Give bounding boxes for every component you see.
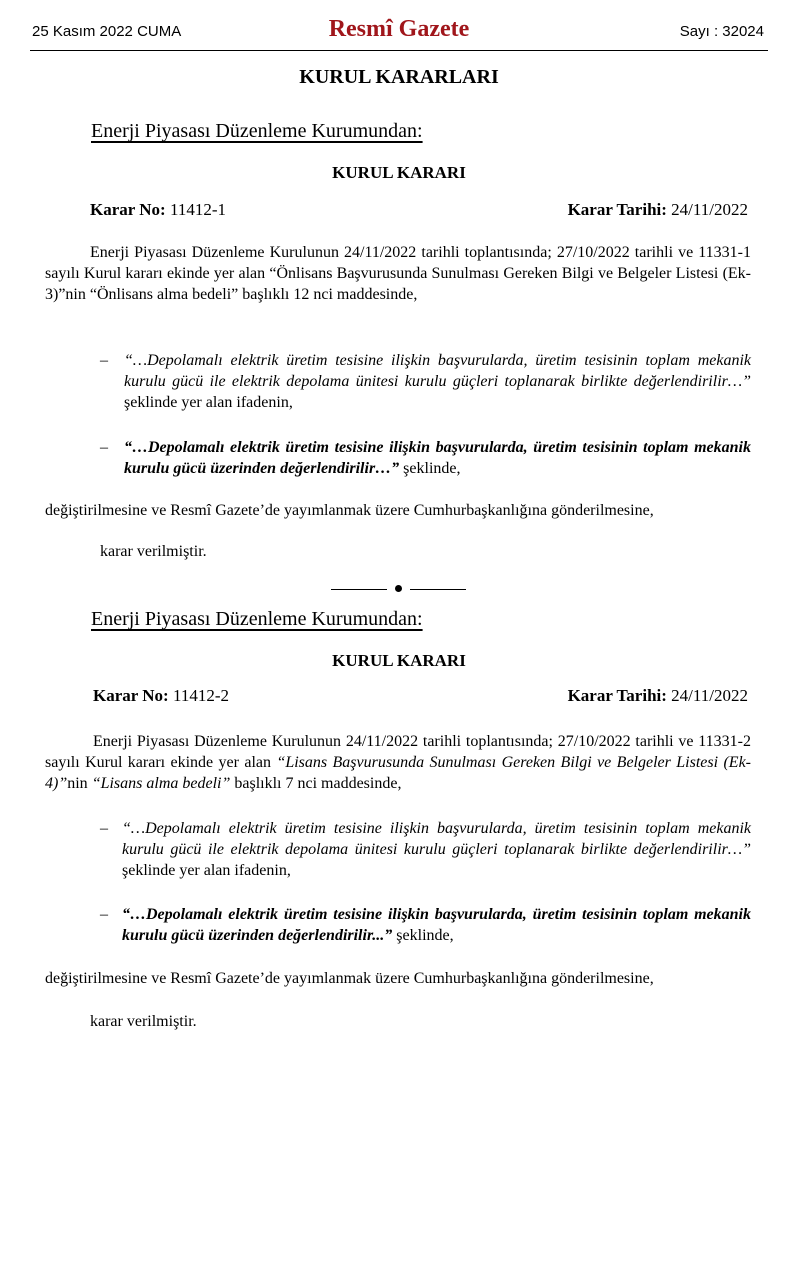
decision-intro-paragraph: Enerji Piyasası Düzenleme Kurulunun 24/11/2022 tarihli toplantısında; 27/10/2022 tarihli ve 11331-1 sayılı Kurul kararı ekinde yer alan “Önlisans Başvurusunda Sunulması Gereken Bilgi ve Belgeler Listesi (Ek-3)”nin “Önlisans alma bedeli” başlıklı 12 nci maddesinde, — [45, 244, 751, 303]
new-text-bullet — [100, 904, 751, 946]
decision-number — [93, 686, 229, 706]
decision-number — [90, 200, 226, 220]
decision-number-label: Karar No: — [90, 200, 166, 219]
decision-number-value: 11412-1 — [169, 200, 226, 219]
old-quote-suffix: şeklinde yer alan ifadenin, — [122, 862, 291, 879]
decision-date-value: 24/11/2022 — [671, 686, 748, 705]
new-quote: “…Depolamalı elektrik üretim tesisine ilişkin başvurularda, üretim tesisinin toplam mekanik kurulu gücü üzerinden değerlendirilir...” — [122, 906, 751, 944]
bullet-dash: – — [100, 906, 108, 923]
decision-date-label: Karar Tarihi: — [567, 686, 667, 705]
decision-heading: KURUL KARARI — [332, 163, 466, 182]
old-text-bullet — [100, 350, 751, 413]
decision-intro-paragraph: Enerji Piyasası Düzenleme Kurulunun 24/11/2022 tarihli toplantısında; 27/10/2022 tarihli ve 11331-2 sayılı Kurul kararı ekinde yer alan “Lisans Başvurusunda Sunulması Gereken Bilgi ve Belgeler Listesi (Ek-4)”nin “Lisans alma bedeli” başlıklı 7 nci maddesinde, — [45, 733, 751, 792]
old-quote: “…Depolamalı elektrik üretim tesisine ilişkin başvurularda, üretim tesisinin toplam mekanik kurulu gücü ile elektrik depolama ünitesi kurulu güçleri toplanarak birlikte değerlendirilir…” — [124, 352, 751, 390]
decision-number-label: Karar No: — [93, 686, 169, 705]
header-rule — [30, 50, 768, 51]
section-heading: KURUL KARARLARI — [299, 66, 499, 88]
change-paragraph: değiştirilmesine ve Resmî Gazete’de yayımlanmak üzere Cumhurbaşkanlığına gönderilmesine, — [45, 970, 654, 987]
new-quote: “…Depolamalı elektrik üretim tesisine ilişkin başvurularda, üretim tesisinin toplam mekanik kurulu gücü üzerinden değerlendirilir…” — [124, 439, 751, 477]
gazette-title: Resmî Gazete — [328, 16, 470, 42]
decision-date-label: Karar Tarihi: — [567, 200, 667, 219]
header-issue-number: Sayı : 32024 — [679, 23, 764, 40]
institution-title: Enerji Piyasası Düzenleme Kurumundan: — [91, 608, 423, 630]
decision-number-value: 11412-2 — [172, 686, 229, 705]
institution-title: Enerji Piyasası Düzenleme Kurumundan: — [91, 120, 423, 142]
new-quote-suffix: şeklinde, — [399, 460, 461, 477]
bullet-dash: – — [100, 439, 108, 456]
gazette-header — [30, 14, 768, 50]
new-quote-suffix: şeklinde, — [392, 927, 454, 944]
bullet-dash: – — [100, 820, 108, 837]
bullet-dash: – — [100, 352, 108, 369]
decision-separator — [0, 580, 798, 600]
conclusion: karar verilmiştir. — [100, 543, 207, 560]
conclusion: karar verilmiştir. — [90, 1013, 197, 1030]
new-text-bullet — [100, 437, 751, 479]
decision-date-value: 24/11/2022 — [671, 200, 748, 219]
decision-date — [568, 200, 748, 220]
old-text-bullet — [100, 818, 751, 881]
change-paragraph: değiştirilmesine ve Resmî Gazete’de yayımlanmak üzere Cumhurbaşkanlığına gönderilmesine, — [45, 502, 654, 519]
old-quote: “…Depolamalı elektrik üretim tesisine ilişkin başvurularda, üretim tesisinin toplam mekanik kurulu gücü ile elektrik depolama ünitesi kurulu güçleri toplanarak birlikte değerlendirilir…” — [122, 820, 751, 858]
decision-date — [568, 686, 748, 706]
old-quote-suffix: şeklinde yer alan ifadenin, — [124, 394, 293, 411]
header-date: 25 Kasım 2022 CUMA — [32, 23, 182, 40]
decision-heading: KURUL KARARI — [332, 651, 466, 670]
